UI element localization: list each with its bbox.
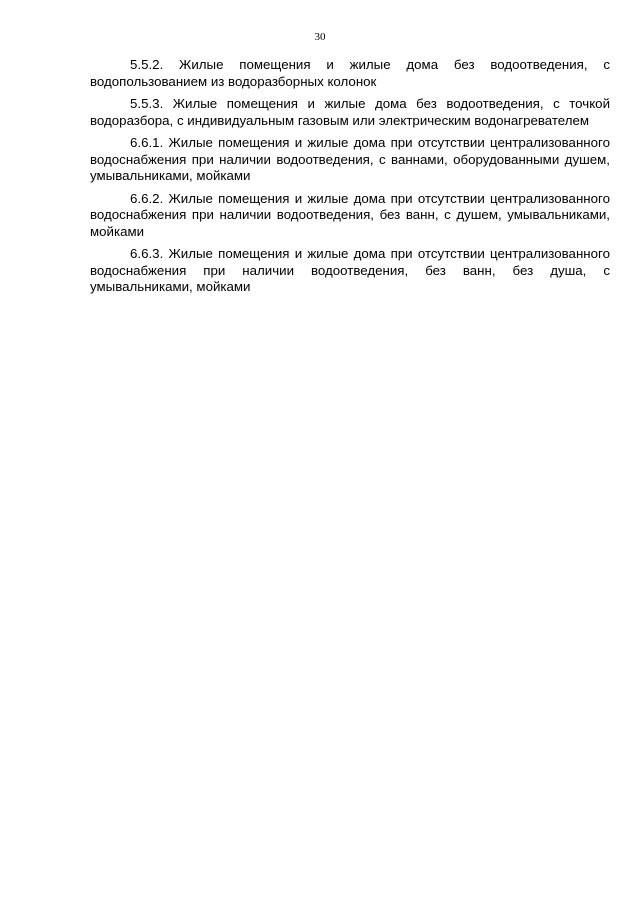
document-body [90,57,610,302]
paragraph-6-6-3: 6.6.3. Жилые помещения и жилые дома при отсутствии централизованного водоснабжения при наличии водоотведения, без ванн, без душа, с умывальниками, мойками [90,246,610,294]
paragraph-5-5-2: 5.5.2. Жилые помещения и жилые дома без водоотведения, с водопользованием из водоразборных колонок [90,57,610,89]
page-number: 30 [314,31,326,43]
paragraph-5-5-3: 5.5.3. Жилые помещения и жилые дома без водоотведения, с точкой водоразбора, с индивидуальным газовым или электрическим водонагревателем [90,96,610,128]
paragraph-6-6-1: 6.6.1. Жилые помещения и жилые дома при отсутствии централизованного водоснабжения при наличии водоотведения, с ваннами, оборудованными душем, умывальниками, мойками [90,135,610,183]
paragraph-6-6-2: 6.6.2. Жилые помещения и жилые дома при отсутствии централизованного водоснабжения при наличии водоотведения, без ванн, с душем, умывальниками, мойками [90,190,610,239]
